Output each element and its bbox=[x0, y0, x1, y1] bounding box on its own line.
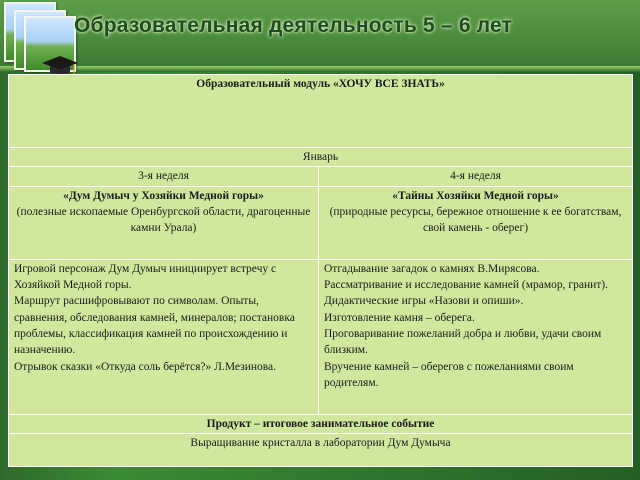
table-row bbox=[9, 75, 633, 148]
theme-title: «Дум Думыч у Хозяйки Медной горы» bbox=[63, 189, 264, 202]
theme-title: «Тайны Хозяйки Медной горы» bbox=[392, 189, 559, 202]
table-row bbox=[9, 148, 633, 167]
table-row bbox=[9, 259, 633, 414]
activity-line: Маршрут расшифровывают по символам. Опыты, сравнения, обследования камней, минералов; постановка проблемы, классификация камней по происхождению и назначению. bbox=[14, 295, 295, 357]
activity-line: Игровой персонаж Дум Думыч инициирует встречу с Хозяйкой Медной горы. bbox=[14, 262, 277, 291]
activity-line: Проговаривание пожеланий добра и любви, удачи своим близким. bbox=[324, 327, 602, 357]
module-table bbox=[8, 74, 633, 467]
theme-cell bbox=[9, 186, 319, 259]
activities-cell-left bbox=[9, 259, 319, 414]
activity-line: Изготовление камня – оберега. bbox=[324, 311, 475, 324]
week-cell: 4-я неделя bbox=[319, 167, 633, 186]
activity-line: Вручение камней – оберегов с пожеланиями своим родителям. bbox=[324, 360, 574, 389]
product-label-cell: Продукт – итоговое занимательное событие bbox=[9, 414, 633, 433]
module-title-cell: Образовательный модуль «ХОЧУ ВСЕ ЗНАТЬ» bbox=[9, 75, 633, 148]
table-row bbox=[9, 414, 633, 433]
activities-cell-right bbox=[319, 259, 633, 414]
theme-cell bbox=[319, 186, 633, 259]
activity-line: Рассматривание и исследование камней (мрамор, гранит). bbox=[324, 278, 608, 291]
activity-line: Дидактические игры «Назови и опиши». bbox=[324, 295, 524, 308]
week-cell: 3-я неделя bbox=[9, 167, 319, 186]
activity-line: Отгадывание загадок о камнях В.Мирясова. bbox=[324, 262, 540, 275]
final-event-cell: Выращивание кристалла в лаборатории Дум Думыча bbox=[9, 433, 633, 466]
month-cell: Январь bbox=[9, 148, 633, 167]
page-title: Образовательная деятельность 5 – 6 лет bbox=[74, 14, 513, 37]
activity-line: Отрывок сказки «Откуда соль берётся?» Л.Мезинова. bbox=[14, 360, 277, 373]
theme-subtitle: (природные ресурсы, бережное отношение к ее богатствам, свой камень - оберег) bbox=[329, 205, 622, 235]
module-table-container bbox=[8, 74, 632, 467]
theme-subtitle: (полезные ископаемые Оренбургской области, драгоценные камни Урала) bbox=[16, 205, 311, 235]
table-row bbox=[9, 167, 633, 186]
table-row bbox=[9, 433, 633, 466]
header-divider bbox=[0, 66, 640, 72]
table-row bbox=[9, 186, 633, 259]
